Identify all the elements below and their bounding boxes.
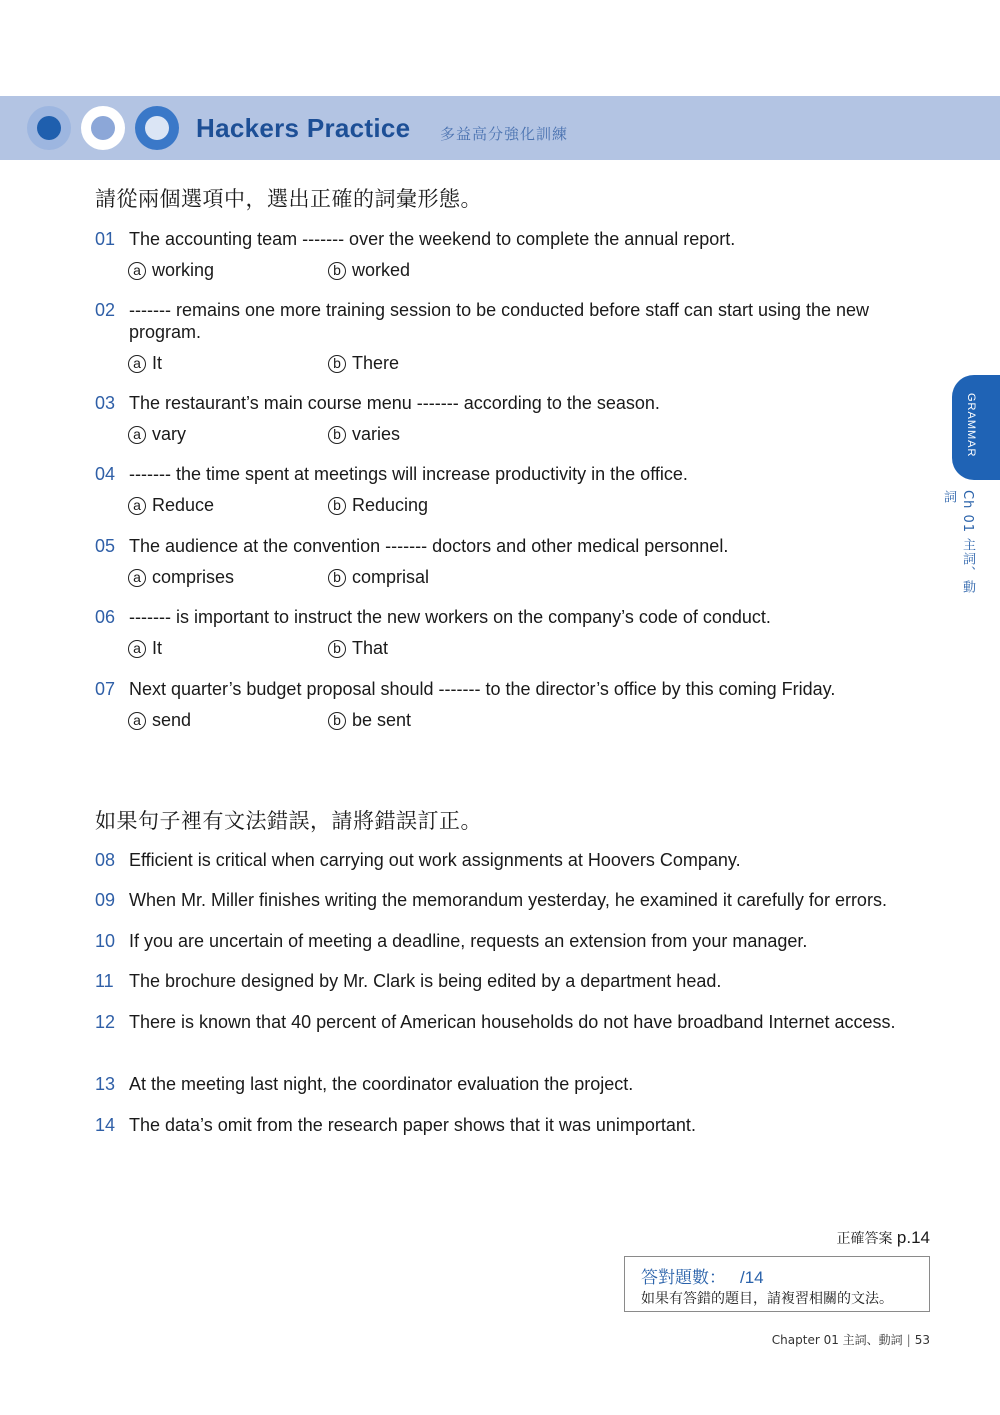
option-a-marker-icon: a	[128, 262, 146, 280]
score-box	[624, 1256, 930, 1312]
question-number: 14	[95, 1115, 116, 1135]
question-item	[95, 970, 930, 992]
score-line	[641, 1263, 764, 1288]
option-b[interactable]	[328, 259, 410, 281]
option-b-label: There	[352, 353, 400, 373]
question-item	[95, 463, 930, 485]
question-text: Next quarter’s budget proposal should ------- to the director’s office by this coming Friday.	[129, 679, 836, 699]
decorative-circle-icon	[135, 106, 179, 150]
option-b-marker-icon: b	[328, 569, 346, 587]
question-number: 01	[95, 229, 116, 249]
option-a-marker-icon: a	[128, 426, 146, 444]
question-number: 04	[95, 464, 116, 484]
option-b-label: comprisal	[352, 567, 430, 587]
answer-key-reference	[800, 1228, 930, 1248]
option-a-label: comprises	[152, 567, 235, 587]
question-number: 02	[95, 300, 116, 320]
option-b-marker-icon: b	[328, 355, 346, 373]
option-a[interactable]	[128, 352, 162, 374]
decorative-circle-icon	[81, 106, 125, 150]
question-item	[95, 1073, 930, 1095]
answer-key-label: 正確答案	[836, 1231, 893, 1247]
section-1-heading: 請從兩個選項中，選出正確的詞彙形態。	[95, 187, 482, 211]
footer-chapter: Chapter 01 主詞、動詞	[771, 1333, 903, 1347]
option-a-label: Reduce	[152, 495, 215, 515]
option-a-label: It	[152, 353, 163, 373]
options-row	[128, 709, 628, 733]
question-text: The audience at the convention ------- doctors and other medical personnel.	[129, 536, 729, 556]
footer-page-number: 53	[914, 1333, 930, 1347]
option-b-marker-icon: b	[328, 640, 346, 658]
option-b[interactable]	[328, 423, 400, 445]
question-text: The brochure designed by Mr. Clark is being edited by a department head.	[129, 971, 722, 991]
option-b[interactable]	[328, 352, 399, 374]
question-text: ------- is important to instruct the new workers on the company’s code of conduct.	[129, 607, 771, 627]
question-number: 06	[95, 607, 116, 627]
option-b[interactable]	[328, 709, 411, 731]
option-b-marker-icon: b	[328, 497, 346, 515]
section-2-heading: 如果句子裡有文法錯誤，請將錯誤訂正。	[95, 809, 482, 833]
option-a[interactable]	[128, 709, 191, 731]
question-number: 08	[95, 850, 116, 870]
option-a[interactable]	[128, 566, 234, 588]
option-a[interactable]	[128, 494, 214, 516]
question-number: 05	[95, 536, 116, 556]
option-b-marker-icon: b	[328, 712, 346, 730]
question-text: The restaurant’s main course menu ------- according to the season.	[129, 393, 660, 413]
option-a-label: It	[152, 638, 163, 658]
question-text: The data’s omit from the research paper shows that it was unimportant.	[129, 1115, 696, 1135]
question-item	[95, 930, 930, 952]
option-b[interactable]	[328, 494, 428, 516]
option-b-label: varies	[352, 424, 401, 444]
question-number: 07	[95, 679, 116, 699]
question-number: 10	[95, 931, 116, 951]
question-number: 09	[95, 890, 116, 910]
question-item	[95, 889, 930, 911]
score-hint: 如果有答錯的題目，請複習相關的文法。	[641, 1291, 893, 1307]
options-row	[128, 566, 628, 590]
question-item	[95, 849, 930, 871]
question-text: If you are uncertain of meeting a deadline, requests an extension from your manager.	[129, 931, 808, 951]
question-item	[95, 392, 930, 414]
option-b-label: Reducing	[352, 495, 429, 515]
question-text: ------- remains one more training session to be conducted before staff can start using the new program.	[129, 300, 870, 342]
option-b-label: That	[352, 638, 389, 658]
question-item	[95, 535, 930, 557]
score-label: 答對題數：	[641, 1268, 726, 1288]
option-a-label: working	[152, 260, 215, 280]
grammar-side-tab-label: GRAMMAR	[965, 393, 977, 458]
footer-separator: |	[906, 1333, 911, 1347]
question-item	[95, 299, 930, 343]
options-row	[128, 494, 628, 518]
question-text: There is known that 40 percent of American households do not have broadband Internet access.	[129, 1012, 896, 1032]
option-a-marker-icon: a	[128, 355, 146, 373]
question-text: When Mr. Miller finishes writing the memorandum yesterday, he examined it carefully for errors.	[129, 890, 887, 910]
page-footer	[690, 1331, 930, 1348]
options-row	[128, 423, 628, 447]
option-a-marker-icon: a	[128, 497, 146, 515]
page-title: Hackers Practice	[196, 113, 411, 143]
option-b-marker-icon: b	[328, 426, 346, 444]
score-total: /14	[740, 1268, 764, 1287]
option-b-label: worked	[352, 260, 411, 280]
side-chapter-label: Ch 01 主詞、動詞	[941, 490, 975, 595]
option-a-marker-icon: a	[128, 640, 146, 658]
question-item	[95, 1114, 930, 1136]
question-text: At the meeting last night, the coordinator evaluation the project.	[129, 1074, 634, 1094]
option-a[interactable]	[128, 637, 162, 659]
question-number: 03	[95, 393, 116, 413]
option-a[interactable]	[128, 423, 186, 445]
question-item	[95, 228, 930, 250]
question-item	[95, 678, 930, 700]
question-number: 13	[95, 1074, 116, 1094]
option-b-marker-icon: b	[328, 262, 346, 280]
question-text: Efficient is critical when carrying out work assignments at Hoovers Company.	[129, 850, 741, 870]
question-number: 12	[95, 1012, 116, 1032]
options-row	[128, 352, 628, 376]
question-item	[95, 606, 930, 628]
page-subtitle: 多益高分強化訓練	[440, 126, 569, 143]
question-text: The accounting team ------- over the weekend to complete the annual report.	[129, 229, 736, 249]
option-a-marker-icon: a	[128, 712, 146, 730]
option-b[interactable]	[328, 637, 388, 659]
option-a-label: vary	[152, 424, 187, 444]
option-a-label: send	[152, 710, 192, 730]
option-a[interactable]	[128, 259, 214, 281]
decorative-circle-icon	[27, 106, 71, 150]
question-number: 11	[95, 971, 114, 991]
options-row	[128, 637, 628, 661]
question-item	[95, 1011, 930, 1033]
question-text: ------- the time spent at meetings will increase productivity in the office.	[129, 464, 688, 484]
option-b[interactable]	[328, 566, 429, 588]
answer-key-page: p.14	[896, 1228, 930, 1247]
option-b-label: be sent	[352, 710, 412, 730]
option-a-marker-icon: a	[128, 569, 146, 587]
options-row	[128, 259, 628, 283]
